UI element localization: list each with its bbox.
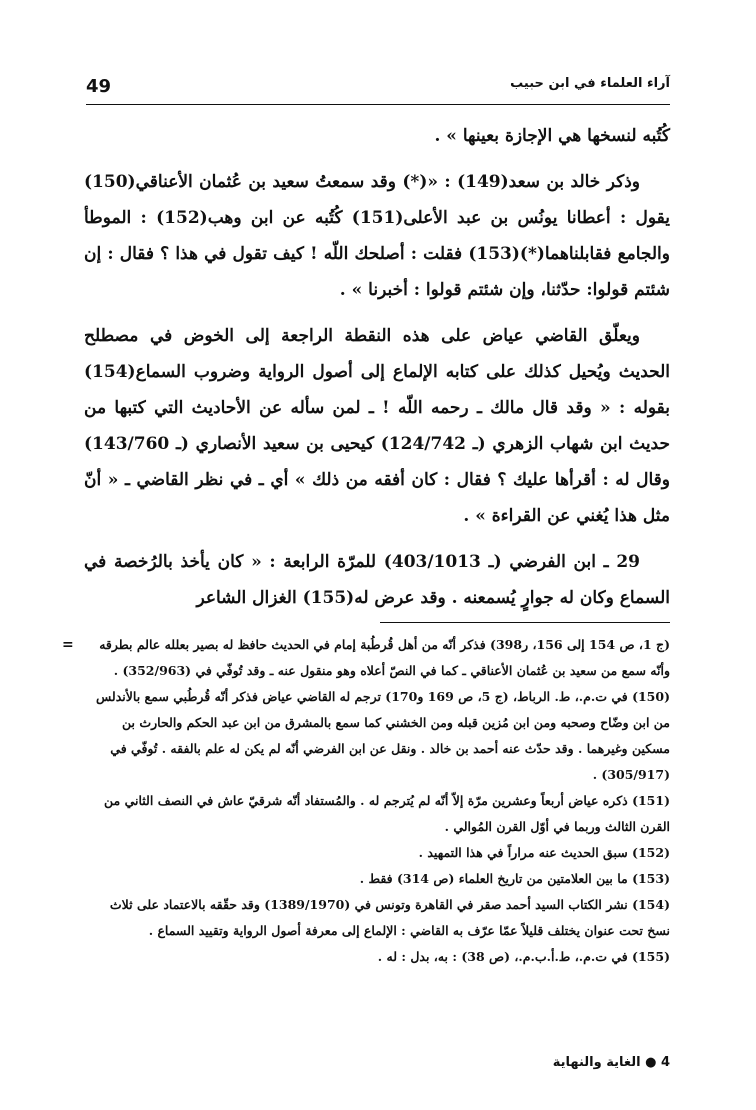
footnote-continued: (ج 1، ص 154 إلى 156، ر398) فذكر أنّه من أهل قُرطُبة إمام في الحديث حافظ له بصير بعلله عالم بطرقه وأنّه سمع من سعيد بن عُثمان الأعناقي ـ كما في النصّ أعلاه وهو منقول عنه ـ وقد تُوفّي في (352/963) . <box>99 637 670 678</box>
footnote-150: (150) في ت.م.، ط. الرباط، (ج 5، ص 169 و170) ترجم له القاضي عياض فذكر أنّه قُرطُبي سمع بالأندلس من ابن وضّاح وصحبه ومن ابن مُزين قبله ومن الخشني كما سمع بالمشرق من ابن عبد الحكم والحارث بن مسكين وغيرهما . وقد حدّث عنه أحمد بن خالد . ونقل عن ابن الفرضي أنّه لم يكن له علم بالفقه . تُوفّي في (305/917) . <box>96 689 670 782</box>
page-header <box>86 70 670 110</box>
footnote-154: (154) نشر الكتاب السيد أحمد صقر في القاهرة وتونس في (1389/1970) وقد حقّقه بالاعتماد على ثلاث نسخ تحت عنوان يختلف قليلاً عمّا عرّف به القاضي : الإلماع إلى معرفة أصول الرواية وتقييد السماع . <box>109 897 670 938</box>
continuation-marker: = <box>62 637 74 653</box>
header-rule <box>86 104 670 105</box>
footnote-151: (151) ذكره عياض أربعاً وعشرين مرّة إلاّ أنّه لم يُترجم له . والمُستفاد أنّه شرقيّ عاش في النصف الثاني من القرن الثالث وربما في أوّل القرن المُوالي . <box>104 793 670 834</box>
paragraph-2: وذكر خالد بن سعد(149) : «(*) وقد سمعتُ سعيد بن عُثمان الأعناقي(150) يقول : أعطانا يونُس بن عبد الأعلى(151) كُتُبه عن ابن وهب(152) : الموطأ والجامع فقابلناهما(*)(153) فقلت : أصلحك اللّه ! كيف تقول في هذا ؟ فقال : إن شئتم قولوا: حدّثنا، وإن شئتم قولوا : أخبرنا » . <box>84 172 670 300</box>
main-text <box>84 118 670 626</box>
footnotes <box>62 632 670 970</box>
footnote-152: (152) سبق الحديث عنه مراراً في هذا التمهيد . <box>418 845 670 860</box>
footnote-155: (155) في ت.م.، ط.أ.ب.م.، (ص 38) : به، بدل : له . <box>377 949 670 964</box>
footnote-153: (153) ما بين العلامتين من تاريخ العلماء (ص 314) فقط . <box>359 871 670 886</box>
page-footer: 4 ● الغاية والنهاية <box>552 1055 670 1070</box>
running-title: آراء العلماء في ابن حبيب <box>510 76 670 91</box>
paragraph-4: 29 ـ ابن الفرضي (ـ 403/1013) للمرّة الرابعة : « كان يأخذ بالرُخصة في السماع وكان له جوارٍ يُسمعنه . وقد عرض له(155) الغزال الشاعر <box>84 552 670 608</box>
paragraph-1: كُتُبه لنسخها هي الإجازة بعينها » . <box>434 126 670 146</box>
page-number: 49 <box>86 76 112 97</box>
footnote-rule <box>380 622 670 623</box>
paragraph-3: ويعلّق القاضي عياض على هذه النقطة الراجعة إلى الخوض في مصطلح الحديث ويُحيل كذلك على كتابه الإلماع إلى أصول الرواية وضروب السماع(154) بقوله : « وقد قال مالك ـ رحمه اللّه ! ـ لمن سأله عن الأحاديث التي كتبها من حديث ابن شهاب الزهري (ـ 124/742) كيحيى بن سعيد الأنصاري (ـ 143/760) وقال له : أقرأها عليك ؟ فقال : كان أفقه من ذلك » أي ـ في نظر القاضي ـ « أنّ مثل هذا يُغني عن القراءة » . <box>84 326 670 526</box>
